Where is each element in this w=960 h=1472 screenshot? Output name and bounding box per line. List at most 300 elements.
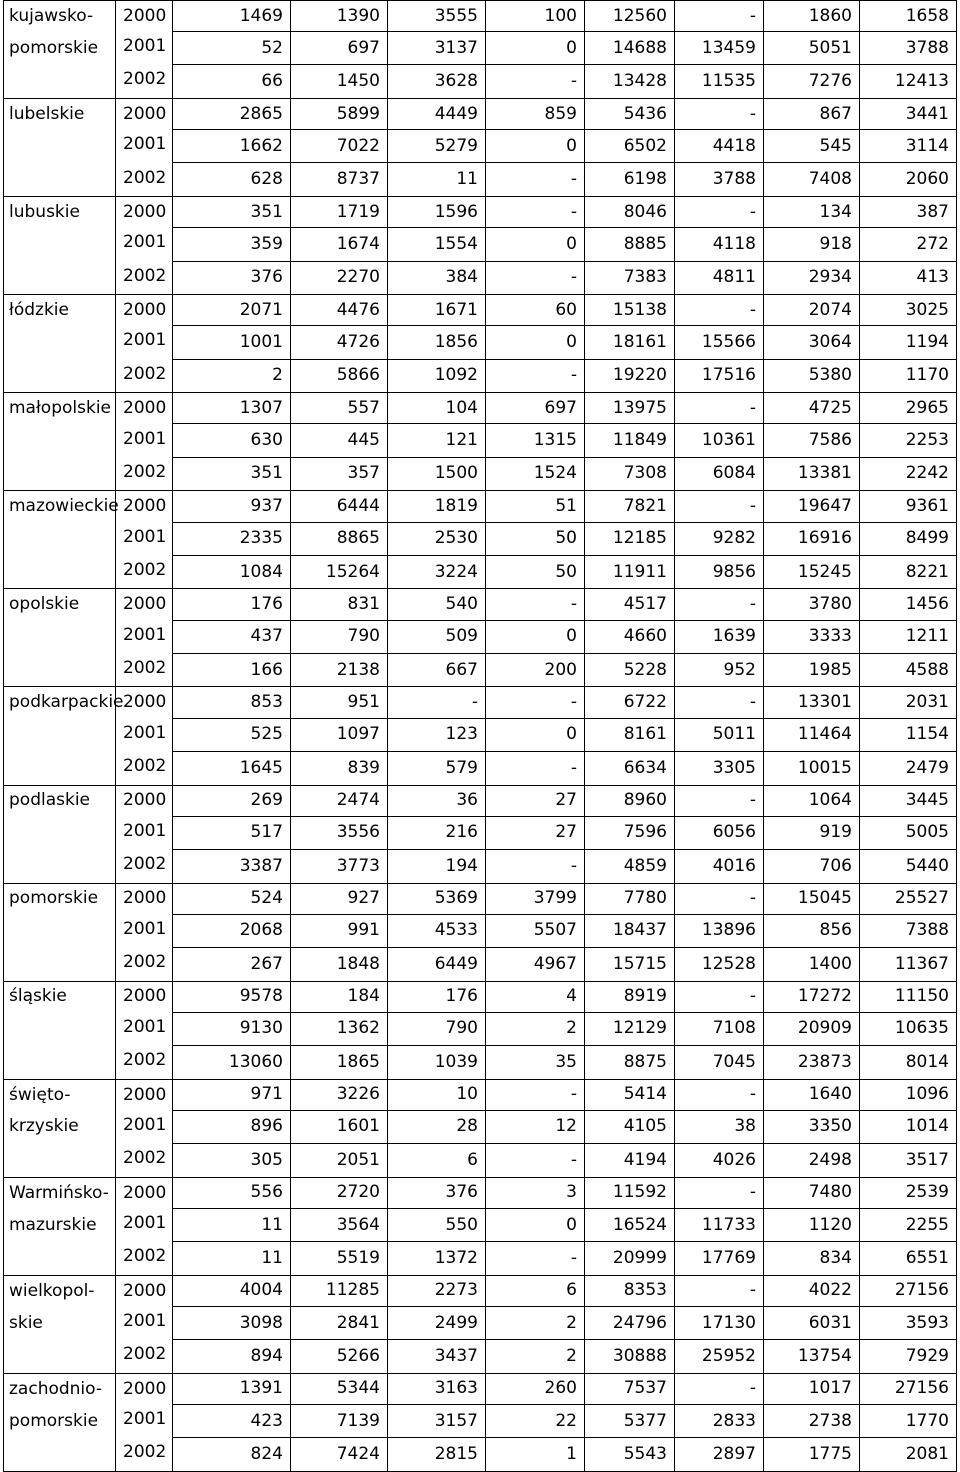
value-cell: 2897 (675, 1438, 764, 1472)
year-cell: 2002 (116, 1242, 173, 1276)
value-cell: 3333 (764, 620, 860, 653)
value-cell: 1170 (860, 359, 957, 393)
value-cell: 4022 (764, 1275, 860, 1306)
year-cell: 2001 (116, 1208, 173, 1241)
value-cell: 0 (486, 620, 585, 653)
value-cell: 2071 (173, 295, 291, 326)
region-name-cell: podlaskie (4, 785, 116, 816)
value-cell: 50 (486, 522, 585, 555)
value-cell: 176 (173, 589, 291, 620)
value-cell: 919 (764, 816, 860, 849)
value-cell: 25527 (860, 883, 957, 914)
value-cell: 6502 (585, 130, 675, 163)
value-cell: - (675, 99, 764, 130)
value-cell: 2335 (173, 522, 291, 555)
value-cell: 5377 (585, 1405, 675, 1438)
value-cell: 8046 (585, 197, 675, 228)
region-name-cell (4, 1242, 116, 1276)
value-cell: 50 (486, 555, 585, 589)
value-cell: 4660 (585, 620, 675, 653)
year-cell: 2000 (116, 491, 173, 522)
value-cell: 2 (486, 1340, 585, 1374)
value-cell: 824 (173, 1438, 291, 1472)
value-cell: 2270 (291, 261, 388, 295)
value-cell: - (675, 1079, 764, 1110)
region-name-cell (4, 457, 116, 491)
value-cell: 3788 (675, 163, 764, 197)
value-cell: 2138 (291, 653, 388, 687)
value-cell: 13301 (764, 687, 860, 718)
year-cell: 2000 (116, 393, 173, 424)
table-row (4, 1177, 957, 1208)
value-cell: 3780 (764, 589, 860, 620)
value-cell: 3224 (388, 555, 486, 589)
value-cell: 4118 (675, 228, 764, 261)
year-cell: 2002 (116, 457, 173, 491)
table-row (4, 1144, 957, 1178)
region-name-cell: lubuskie (4, 197, 116, 228)
value-cell: 550 (388, 1208, 486, 1241)
year-cell: 2001 (116, 816, 173, 849)
value-cell: 1092 (388, 359, 486, 393)
value-cell: 4533 (388, 914, 486, 947)
value-cell: 3025 (860, 295, 957, 326)
table-row (4, 522, 957, 555)
value-cell: 2074 (764, 295, 860, 326)
year-cell: 2000 (116, 883, 173, 914)
value-cell: - (486, 163, 585, 197)
table-row (4, 589, 957, 620)
value-cell: 856 (764, 914, 860, 947)
value-cell: 12413 (860, 65, 957, 99)
value-cell: 697 (486, 393, 585, 424)
value-cell: 267 (173, 947, 291, 981)
value-cell: 1554 (388, 228, 486, 261)
table-row (4, 1046, 957, 1080)
value-cell: 1 (486, 1438, 585, 1472)
table-row (4, 981, 957, 1012)
year-cell: 2001 (116, 424, 173, 457)
value-cell: 4449 (388, 99, 486, 130)
value-cell: 4194 (585, 1144, 675, 1178)
value-cell: 7424 (291, 1438, 388, 1472)
value-cell: 23873 (764, 1046, 860, 1080)
value-cell: 3773 (291, 849, 388, 883)
region-name-cell: małopolskie (4, 393, 116, 424)
region-name-cell: skie (4, 1307, 116, 1340)
value-cell: 8499 (860, 522, 957, 555)
value-cell: 18161 (585, 326, 675, 359)
value-cell: - (486, 849, 585, 883)
value-cell: 5507 (486, 914, 585, 947)
value-cell: 200 (486, 653, 585, 687)
value-cell: 3 (486, 1177, 585, 1208)
value-cell: 952 (675, 653, 764, 687)
region-name-cell (4, 1046, 116, 1080)
value-cell: 1601 (291, 1110, 388, 1143)
value-cell: - (486, 359, 585, 393)
value-cell: 60 (486, 295, 585, 326)
value-cell: 384 (388, 261, 486, 295)
value-cell: 790 (291, 620, 388, 653)
value-cell: - (675, 687, 764, 718)
value-cell: 5051 (764, 32, 860, 65)
table-row (4, 914, 957, 947)
value-cell: 357 (291, 457, 388, 491)
value-cell: 52 (173, 32, 291, 65)
value-cell: 971 (173, 1079, 291, 1110)
value-cell: 991 (291, 914, 388, 947)
value-cell: 8865 (291, 522, 388, 555)
value-cell: - (675, 1373, 764, 1404)
table-row (4, 1405, 957, 1438)
value-cell: 66 (173, 65, 291, 99)
value-cell: 0 (486, 1208, 585, 1241)
value-cell: 8919 (585, 981, 675, 1012)
table-row (4, 1079, 957, 1110)
value-cell: 0 (486, 228, 585, 261)
value-cell: 545 (764, 130, 860, 163)
value-cell: 1390 (291, 1, 388, 32)
table-row (4, 947, 957, 981)
value-cell: 16916 (764, 522, 860, 555)
value-cell: 134 (764, 197, 860, 228)
value-cell: 18437 (585, 914, 675, 947)
value-cell: 11592 (585, 1177, 675, 1208)
value-cell: 5414 (585, 1079, 675, 1110)
value-cell: 4418 (675, 130, 764, 163)
value-cell: 24796 (585, 1307, 675, 1340)
table-row (4, 130, 957, 163)
year-cell: 2000 (116, 981, 173, 1012)
region-name-cell: Warmińsko- (4, 1177, 116, 1208)
value-cell: 38 (675, 1110, 764, 1143)
year-cell: 2000 (116, 197, 173, 228)
value-cell: 1450 (291, 65, 388, 99)
value-cell: 579 (388, 751, 486, 785)
value-cell: 5543 (585, 1438, 675, 1472)
value-cell: 5899 (291, 99, 388, 130)
table-row (4, 620, 957, 653)
table-row (4, 1110, 957, 1143)
value-cell: 19220 (585, 359, 675, 393)
value-cell: 667 (388, 653, 486, 687)
region-name-cell (4, 522, 116, 555)
value-cell: 3226 (291, 1079, 388, 1110)
value-cell: 11367 (860, 947, 957, 981)
value-cell: 35 (486, 1046, 585, 1080)
table-row (4, 197, 957, 228)
table-row (4, 816, 957, 849)
value-cell: 7022 (291, 130, 388, 163)
value-cell: 2865 (173, 99, 291, 130)
table-row (4, 653, 957, 687)
value-cell: 927 (291, 883, 388, 914)
value-cell: - (675, 883, 764, 914)
value-cell: 3098 (173, 1307, 291, 1340)
value-cell: 413 (860, 261, 957, 295)
value-cell: 376 (388, 1177, 486, 1208)
value-cell: - (486, 197, 585, 228)
value-cell: 2499 (388, 1307, 486, 1340)
value-cell: 14688 (585, 32, 675, 65)
value-cell: 2273 (388, 1275, 486, 1306)
value-cell: 3305 (675, 751, 764, 785)
value-cell: 4859 (585, 849, 675, 883)
table-row (4, 393, 957, 424)
table-row (4, 359, 957, 393)
value-cell: 1372 (388, 1242, 486, 1276)
value-cell: 1211 (860, 620, 957, 653)
value-cell: 1391 (173, 1373, 291, 1404)
value-cell: 445 (291, 424, 388, 457)
value-cell: 1662 (173, 130, 291, 163)
value-cell: 4476 (291, 295, 388, 326)
value-cell: 3517 (860, 1144, 957, 1178)
value-cell: 6198 (585, 163, 675, 197)
value-cell: 22 (486, 1405, 585, 1438)
region-name-cell: łódzkie (4, 295, 116, 326)
value-cell: 894 (173, 1340, 291, 1374)
value-cell: 1315 (486, 424, 585, 457)
value-cell: 2474 (291, 785, 388, 816)
value-cell: 51 (486, 491, 585, 522)
table-row (4, 751, 957, 785)
value-cell: 896 (173, 1110, 291, 1143)
value-cell: 7821 (585, 491, 675, 522)
value-cell: 8161 (585, 718, 675, 751)
value-cell: 351 (173, 457, 291, 491)
value-cell: 15138 (585, 295, 675, 326)
year-cell: 2001 (116, 1012, 173, 1045)
value-cell: 524 (173, 883, 291, 914)
value-cell: 5344 (291, 1373, 388, 1404)
region-name-cell (4, 1438, 116, 1472)
value-cell: 1500 (388, 457, 486, 491)
region-name-cell: krzyskie (4, 1110, 116, 1143)
value-cell: 3556 (291, 816, 388, 849)
value-cell: 10015 (764, 751, 860, 785)
value-cell: 1362 (291, 1012, 388, 1045)
value-cell: 2 (486, 1012, 585, 1045)
year-cell: 2001 (116, 326, 173, 359)
year-cell: 2001 (116, 228, 173, 261)
value-cell: 2 (173, 359, 291, 393)
value-cell: 839 (291, 751, 388, 785)
value-cell: 10361 (675, 424, 764, 457)
value-cell: 1658 (860, 1, 957, 32)
value-cell: 937 (173, 491, 291, 522)
value-cell: 13060 (173, 1046, 291, 1080)
table-row (4, 228, 957, 261)
value-cell: 1194 (860, 326, 957, 359)
value-cell: 9361 (860, 491, 957, 522)
value-cell: 1120 (764, 1208, 860, 1241)
value-cell: 8737 (291, 163, 388, 197)
year-cell: 2002 (116, 1144, 173, 1178)
value-cell: 1819 (388, 491, 486, 522)
value-cell: 27156 (860, 1373, 957, 1404)
value-cell: - (675, 1275, 764, 1306)
table-row (4, 1012, 957, 1045)
value-cell: 104 (388, 393, 486, 424)
value-cell: 1848 (291, 947, 388, 981)
region-name-cell: lubelskie (4, 99, 116, 130)
value-cell: 5436 (585, 99, 675, 130)
year-cell: 2001 (116, 32, 173, 65)
value-cell: 1524 (486, 457, 585, 491)
value-cell: 8014 (860, 1046, 957, 1080)
value-cell: 951 (291, 687, 388, 718)
value-cell: 260 (486, 1373, 585, 1404)
table-body (4, 1, 957, 1472)
value-cell: 3564 (291, 1208, 388, 1241)
region-name-cell: pomorskie (4, 883, 116, 914)
year-cell: 2001 (116, 1110, 173, 1143)
value-cell: - (486, 65, 585, 99)
value-cell: 2815 (388, 1438, 486, 1472)
value-cell: 9282 (675, 522, 764, 555)
value-cell: 4105 (585, 1110, 675, 1143)
value-cell: 509 (388, 620, 486, 653)
value-cell: 194 (388, 849, 486, 883)
value-cell: 15715 (585, 947, 675, 981)
year-cell: 2002 (116, 849, 173, 883)
value-cell: 6444 (291, 491, 388, 522)
year-cell: 2002 (116, 1438, 173, 1472)
value-cell: 121 (388, 424, 486, 457)
value-cell: 1154 (860, 718, 957, 751)
table-row (4, 32, 957, 65)
value-cell: 2720 (291, 1177, 388, 1208)
value-cell: 1985 (764, 653, 860, 687)
table-row (4, 1307, 957, 1340)
value-cell: 6449 (388, 947, 486, 981)
year-cell: 2002 (116, 947, 173, 981)
year-cell: 2001 (116, 1405, 173, 1438)
value-cell: 2479 (860, 751, 957, 785)
value-cell: 13381 (764, 457, 860, 491)
table-row (4, 849, 957, 883)
value-cell: 15264 (291, 555, 388, 589)
value-cell: 6056 (675, 816, 764, 849)
value-cell: 2051 (291, 1144, 388, 1178)
value-cell: 2081 (860, 1438, 957, 1472)
value-cell: 20999 (585, 1242, 675, 1276)
value-cell: - (675, 1177, 764, 1208)
table-row (4, 457, 957, 491)
value-cell: 6722 (585, 687, 675, 718)
value-cell: 540 (388, 589, 486, 620)
value-cell: 697 (291, 32, 388, 65)
value-cell: 7596 (585, 816, 675, 849)
value-cell: 17516 (675, 359, 764, 393)
value-cell: 3799 (486, 883, 585, 914)
year-cell: 2000 (116, 1373, 173, 1404)
region-name-cell: mazowieckie (4, 491, 116, 522)
value-cell: 5228 (585, 653, 675, 687)
value-cell: 269 (173, 785, 291, 816)
value-cell: 1084 (173, 555, 291, 589)
region-name-cell (4, 751, 116, 785)
value-cell: 1097 (291, 718, 388, 751)
value-cell: 4811 (675, 261, 764, 295)
table-row (4, 1208, 957, 1241)
value-cell: 3157 (388, 1405, 486, 1438)
value-cell: 100 (486, 1, 585, 32)
value-cell: 1456 (860, 589, 957, 620)
table-row (4, 1275, 957, 1306)
value-cell: 2060 (860, 163, 957, 197)
value-cell: 1640 (764, 1079, 860, 1110)
value-cell: - (675, 393, 764, 424)
value-cell: 12560 (585, 1, 675, 32)
value-cell: 4004 (173, 1275, 291, 1306)
value-cell: 1856 (388, 326, 486, 359)
value-cell: 1674 (291, 228, 388, 261)
value-cell: 11285 (291, 1275, 388, 1306)
value-cell: 12528 (675, 947, 764, 981)
value-cell: 13428 (585, 65, 675, 99)
value-cell: 1096 (860, 1079, 957, 1110)
value-cell: 15045 (764, 883, 860, 914)
year-cell: 2002 (116, 555, 173, 589)
region-name-cell (4, 359, 116, 393)
table-row (4, 99, 957, 130)
table-row (4, 65, 957, 99)
year-cell: 2002 (116, 359, 173, 393)
table-row (4, 424, 957, 457)
region-name-cell: święto- (4, 1079, 116, 1110)
value-cell: 351 (173, 197, 291, 228)
value-cell: 3387 (173, 849, 291, 883)
value-cell: 853 (173, 687, 291, 718)
value-cell: 3137 (388, 32, 486, 65)
value-cell: 3114 (860, 130, 957, 163)
value-cell: 706 (764, 849, 860, 883)
value-cell: 918 (764, 228, 860, 261)
region-name-cell (4, 1340, 116, 1374)
year-cell: 2002 (116, 65, 173, 99)
value-cell: 10635 (860, 1012, 957, 1045)
table-row (4, 1438, 957, 1472)
value-cell: 437 (173, 620, 291, 653)
value-cell: 17769 (675, 1242, 764, 1276)
region-name-cell (4, 163, 116, 197)
region-name-cell: podkarpackie (4, 687, 116, 718)
value-cell: - (675, 981, 764, 1012)
value-cell: - (486, 1144, 585, 1178)
value-cell: 11 (388, 163, 486, 197)
value-cell: 176 (388, 981, 486, 1012)
value-cell: - (675, 491, 764, 522)
value-cell: 305 (173, 1144, 291, 1178)
value-cell: 4517 (585, 589, 675, 620)
value-cell: 8885 (585, 228, 675, 261)
value-cell: 7276 (764, 65, 860, 99)
value-cell: 11535 (675, 65, 764, 99)
table-row (4, 295, 957, 326)
value-cell: 517 (173, 816, 291, 849)
value-cell: 12185 (585, 522, 675, 555)
value-cell: - (486, 751, 585, 785)
value-cell: 2833 (675, 1405, 764, 1438)
year-cell: 2001 (116, 130, 173, 163)
value-cell: 11 (173, 1242, 291, 1276)
region-name-cell (4, 849, 116, 883)
value-cell: 376 (173, 261, 291, 295)
value-cell: 8875 (585, 1046, 675, 1080)
